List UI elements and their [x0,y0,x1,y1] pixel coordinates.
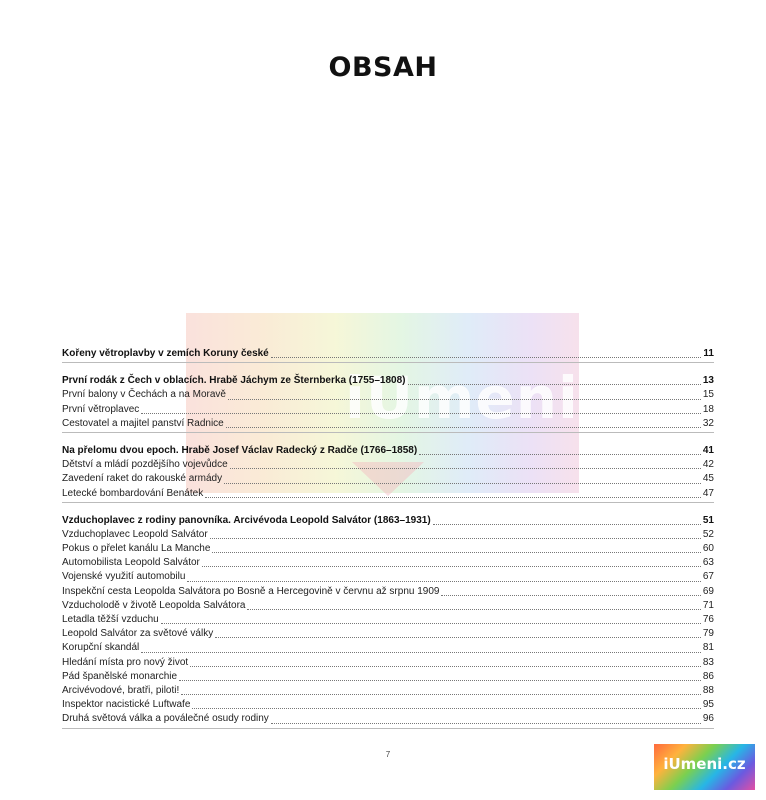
toc-section [62,374,714,433]
toc-page-number: 95 [702,699,714,711]
toc-page-number: 86 [702,670,714,682]
toc-leader-dots [212,551,700,553]
toc-leader-dots [210,537,701,539]
toc-leader-dots [190,665,701,667]
toc-leader-dots [205,496,701,498]
toc-page-number: 41 [702,444,714,456]
toc-section [62,444,714,503]
toc-entry-title: Letadla těžší vzduchu [62,614,159,625]
toc-leader-dots [141,651,701,653]
toc-leader-dots [247,608,700,610]
table-of-contents [62,347,714,740]
site-logo[interactable] [654,744,755,790]
toc-entry-title: Hledání místa pro nový život [62,656,189,668]
toc-subentry[interactable] [62,627,714,641]
toc-chapter-entry[interactable] [62,444,714,458]
watermark-logo-text: iUmeni.cz [345,364,673,432]
toc-subentry[interactable] [62,684,714,698]
toc-subentry[interactable] [62,388,714,402]
toc-entry-title: Druhá světová válka a poválečné osudy rodiny [62,713,269,725]
toc-page-number: 51 [702,514,714,526]
toc-subentry[interactable] [62,570,714,584]
toc-leader-dots [141,412,701,414]
toc-chapter-entry[interactable] [62,514,714,528]
toc-chapter-entry[interactable] [62,347,714,361]
toc-page-number: 45 [702,473,714,485]
toc-leader-dots [433,523,701,525]
section-divider [62,362,714,363]
toc-subentry[interactable] [62,556,714,570]
toc-page-number: 96 [702,713,714,725]
toc-entry-title: Letecké bombardování Benátek [62,487,204,499]
toc-leader-dots [181,693,701,695]
toc-entry-title: Vzduchoplavec z rodiny panovníka. Arcivévoda Leopold Salvátor (1863–1931) [62,514,431,526]
toc-subentry[interactable] [62,403,714,417]
toc-entry-title: Inspekční cesta Leopolda Salvátora po Bosně a Hercegovině v červnu až srpnu 1909 [62,585,440,597]
toc-entry-title: Arcivévodové, bratři, piloti! [62,684,180,696]
toc-entry-title: Leopold Salvátor za světové války [62,628,214,640]
toc-entry-title: Pád španělské monarchie [62,670,178,682]
page-number: 7 [385,750,391,759]
toc-subentry[interactable] [62,458,714,472]
toc-page-number: 47 [702,487,714,499]
toc-subentry[interactable] [62,472,714,486]
toc-page-number: 15 [702,389,714,401]
toc-leader-dots [228,398,701,400]
toc-page-number: 67 [702,571,714,583]
toc-leader-dots [226,426,701,428]
toc-subentry[interactable] [62,670,714,684]
toc-subentry[interactable] [62,656,714,670]
section-divider [62,432,714,433]
toc-entry-title: První větroplavec [62,403,140,415]
toc-leader-dots [419,453,701,455]
toc-page-number: 83 [702,656,714,668]
toc-entry-title: První rodák z Čech v oblacích. Hrabě Jáchym ze Šternberka (1755–1808) [62,375,406,387]
section-divider [62,728,714,729]
site-logo-text: iUmeni.cz [663,755,746,773]
toc-leader-dots [192,707,700,709]
section-divider [62,502,714,503]
toc-subentry[interactable] [62,542,714,556]
toc-leader-dots [441,594,700,596]
toc-subentry[interactable] [62,599,714,613]
toc-subentry[interactable] [62,487,714,501]
toc-page-number: 32 [702,417,714,429]
toc-page-number: 18 [702,403,714,415]
toc-entry-title: Vojenské využití automobilu [62,571,186,583]
toc-leader-dots [230,467,701,469]
toc-page-number: 81 [702,642,714,654]
toc-page-number: 52 [702,528,714,540]
toc-subentry[interactable] [62,528,714,542]
toc-leader-dots [215,636,701,638]
toc-page-number: 42 [702,459,714,471]
toc-page-number: 88 [702,684,714,696]
toc-page-number: 79 [702,628,714,640]
toc-page-number: 11 [703,348,714,359]
toc-page-number: 71 [702,599,714,611]
page-title: OBSAH [328,52,438,83]
toc-entry-title: Na přelomu dvou epoch. Hrabě Josef Václav Radecký z Radče (1766–1858) [62,444,418,456]
toc-entry-title: Zavedení raket do rakouské armády [62,473,223,485]
toc-leader-dots [408,383,701,385]
toc-leader-dots [179,679,701,681]
toc-section [62,514,714,729]
toc-entry-title: Cestovatel a majitel panství Radnice [62,417,224,429]
toc-entry-title: Pokus o přelet kanálu La Manche [62,543,211,555]
toc-subentry[interactable] [62,585,714,599]
toc-entry-title: Inspektor nacistické Luftwafe [62,699,191,711]
toc-page-number: 69 [702,585,714,597]
toc-leader-dots [202,565,701,567]
toc-leader-dots [271,722,701,724]
toc-entry-title: Automobilista Leopold Salvátor [62,557,200,569]
toc-entry-title: Korupční skandál [62,642,140,654]
toc-page-number: 13 [702,375,714,387]
toc-section [62,347,714,363]
toc-page-number: 76 [702,614,714,625]
toc-entry-title: Dětství a mládí pozdějšího vojevůdce [62,459,228,471]
toc-chapter-entry[interactable] [62,374,714,388]
toc-leader-dots [187,580,700,582]
toc-subentry[interactable] [62,417,714,431]
toc-leader-dots [161,622,701,624]
toc-entry-title: Vzducholodě v životě Leopolda Salvátora [62,599,246,611]
toc-subentry[interactable] [62,641,714,655]
toc-page-number: 60 [702,543,714,555]
toc-subentry[interactable] [62,613,714,627]
toc-page-number: 63 [702,557,714,569]
toc-entry-title: První balony v Čechách a na Moravě [62,389,226,401]
toc-subentry[interactable] [62,698,714,712]
toc-leader-dots [224,482,701,484]
toc-subentry[interactable] [62,712,714,726]
toc-leader-dots [271,356,702,358]
toc-entry-title: Kořeny větroplavby v zemích Koruny české [62,348,269,359]
toc-entry-title: Vzduchoplavec Leopold Salvátor [62,528,208,540]
